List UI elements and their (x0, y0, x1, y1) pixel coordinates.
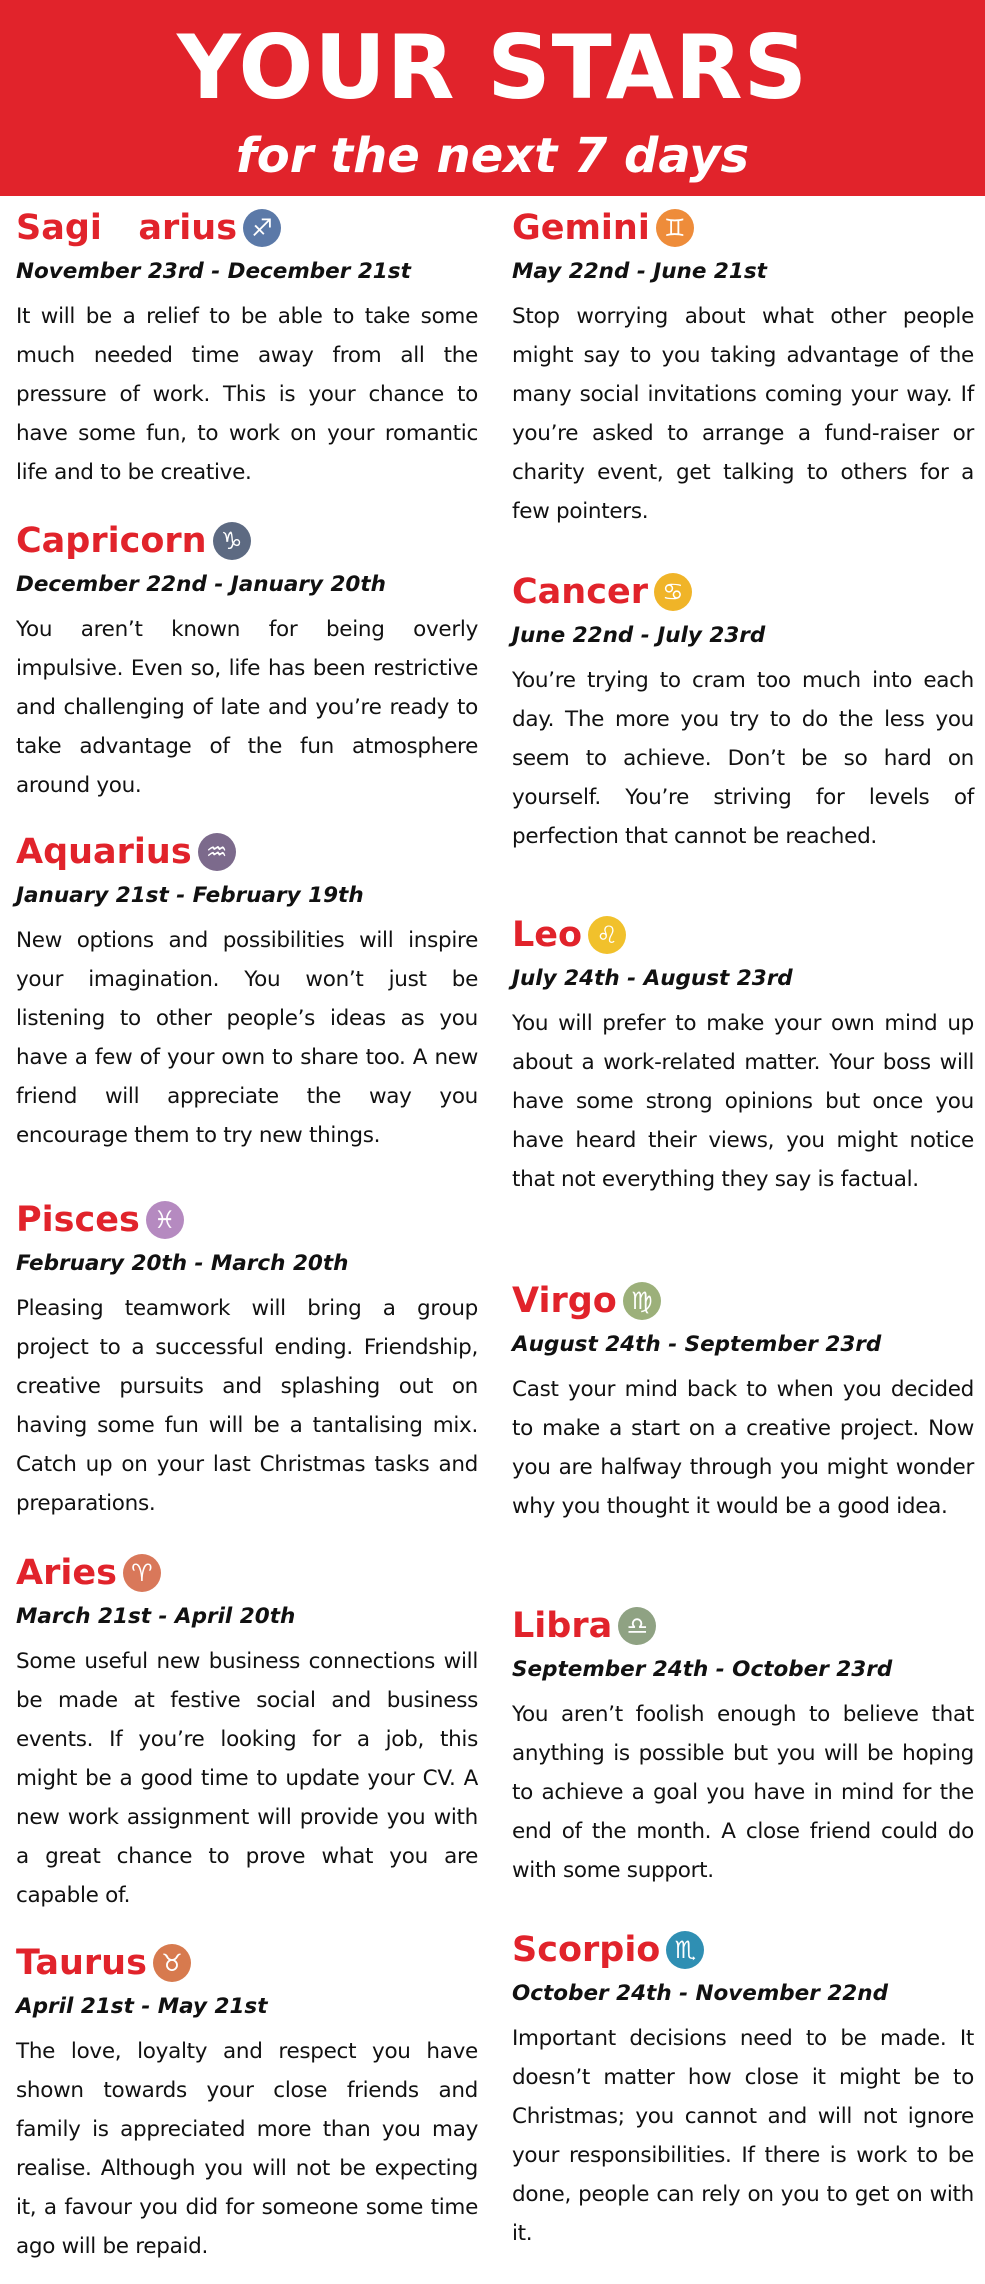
sign-name: Taurus (16, 1943, 147, 1983)
sign-name: Virgo (512, 1281, 617, 1321)
sign-name: Scorpio (512, 1930, 661, 1970)
sagittarius-icon: ♐ (243, 209, 281, 247)
header-banner (0, 0, 985, 196)
horoscope-pisces (16, 1197, 478, 1523)
page-title: YOUR STARS (176, 16, 809, 119)
sign-dates: January 21st - February 19th (16, 883, 364, 908)
aquarius-icon: ♒ (198, 833, 236, 871)
sign-text: Important decisions need to be made. It doesn’t matter how close it might be to Christmas; you cannot and will not ignore your responsibilities. If there is work to be done, people can rely on you to get on with it. (512, 2026, 974, 2246)
sign-name: Leo (512, 915, 583, 955)
sign-text: You’re trying to cram too much into each day. The more you try to do the less you seem to achieve. Don’t be so hard on yourself. You’re striving for levels of perfection that cannot be reached. (512, 668, 974, 849)
horoscope-scorpio (512, 1927, 974, 2253)
sign-dates: April 21st - May 21st (16, 1994, 268, 2019)
horoscope-capricorn (16, 518, 478, 805)
sign-text: It will be a relief to be able to take some much needed time away from all the pressure of work. This is your chance to have some fun, to work on your romantic life and to be creative. (16, 304, 478, 485)
taurus-icon: ♉ (153, 1944, 191, 1982)
horoscope-gemini (512, 205, 974, 531)
scorpio-icon: ♏ (666, 1931, 704, 1969)
pisces-icon: ♓ (146, 1201, 184, 1239)
horoscope-leo (512, 912, 974, 1199)
sign-text: New options and possibilities will inspire your imagination. You won’t just be listening to other people’s ideas as you have a few of your own to share too. A new friend will appreciate the way you encourage them to try new things. (16, 928, 478, 1148)
horoscope-virgo (512, 1278, 974, 1526)
sign-name: Aquarius (16, 832, 192, 872)
sign-name: Gemini (512, 208, 650, 248)
sign-dates: June 22nd - July 23rd (512, 623, 766, 648)
libra-icon: ♎ (618, 1607, 656, 1645)
sign-text: The love, loyalty and respect you have shown towards your close friends and family is appreciated more than you may realise. Although you will not be expecting it, a favour you did for someone some time ago will be repaid. (16, 2039, 478, 2259)
sign-dates: November 23rd - December 21st (16, 259, 411, 284)
horoscope-cancer (512, 569, 974, 856)
sign-text: You aren’t foolish enough to believe that anything is possible but you will be hoping to achieve a goal you have in mind for the end of the month. A close friend could do with some support. (512, 1702, 974, 1883)
sign-dates: August 24th - September 23rd (512, 1332, 882, 1357)
capricorn-icon: ♑ (213, 522, 251, 560)
sign-text: Stop worrying about what other people might say to you taking advantage of the many social invitations coming your way. If you’re asked to arrange a fund-raiser or charity event, get talking to others for a few pointers. (512, 304, 974, 524)
gemini-icon: ♊ (656, 209, 694, 247)
sign-dates: March 21st - April 20th (16, 1604, 296, 1629)
horoscope-taurus (16, 1940, 478, 2266)
aries-icon: ♈ (123, 1554, 161, 1592)
sign-dates: July 24th - August 23rd (512, 966, 793, 991)
sign-text: Cast your mind back to when you decided to make a start on a creative project. Now you are halfway through you might wonder why you thought it would be a good idea. (512, 1377, 974, 1519)
sign-text: Some useful new business connections will be made at festive social and business events. If you’re looking for a job, this might be a good time to update your CV. A new work assignment will provide you with a great chance to prove what you are capable of. (16, 1649, 478, 1908)
leo-icon: ♌ (588, 916, 626, 954)
sign-text: You aren’t known for being overly impulsive. Even so, life has been restrictive and challenging of late and you’re ready to take advantage of the fun atmosphere around you. (16, 617, 478, 798)
sign-dates: February 20th - March 20th (16, 1251, 349, 1276)
virgo-icon: ♍ (623, 1282, 661, 1320)
page-subtitle: for the next 7 days (235, 128, 750, 184)
sign-name: Sagi arius (16, 208, 238, 248)
sign-name: Aries (16, 1553, 117, 1593)
sign-dates: December 22nd - January 20th (16, 572, 386, 597)
sign-text: Pleasing teamwork will bring a group project to a successful ending. Friendship, creative pursuits and splashing out on having some fun will be a tantalising mix. Catch up on your last Christmas tasks and preparations. (16, 1296, 478, 1516)
sign-text: You will prefer to make your own mind up about a work-related matter. Your boss will have some strong opinions but once you have heard their views, you might notice that not everything they say is factual. (512, 1011, 974, 1192)
horoscope-libra (512, 1603, 974, 1890)
sign-name: Libra (512, 1606, 613, 1646)
sign-dates: September 24th - October 23rd (512, 1657, 893, 1682)
horoscope-sagittarius (16, 205, 478, 492)
sign-name: Cancer (512, 572, 648, 612)
cancer-icon: ♋ (654, 573, 692, 611)
sign-dates: October 24th - November 22nd (512, 1981, 888, 2006)
horoscope-aquarius (16, 829, 478, 1155)
sign-dates: May 22nd - June 21st (512, 259, 767, 284)
sign-name: Capricorn (16, 521, 207, 561)
sign-name: Pisces (16, 1200, 140, 1240)
horoscope-aries (16, 1550, 478, 1915)
